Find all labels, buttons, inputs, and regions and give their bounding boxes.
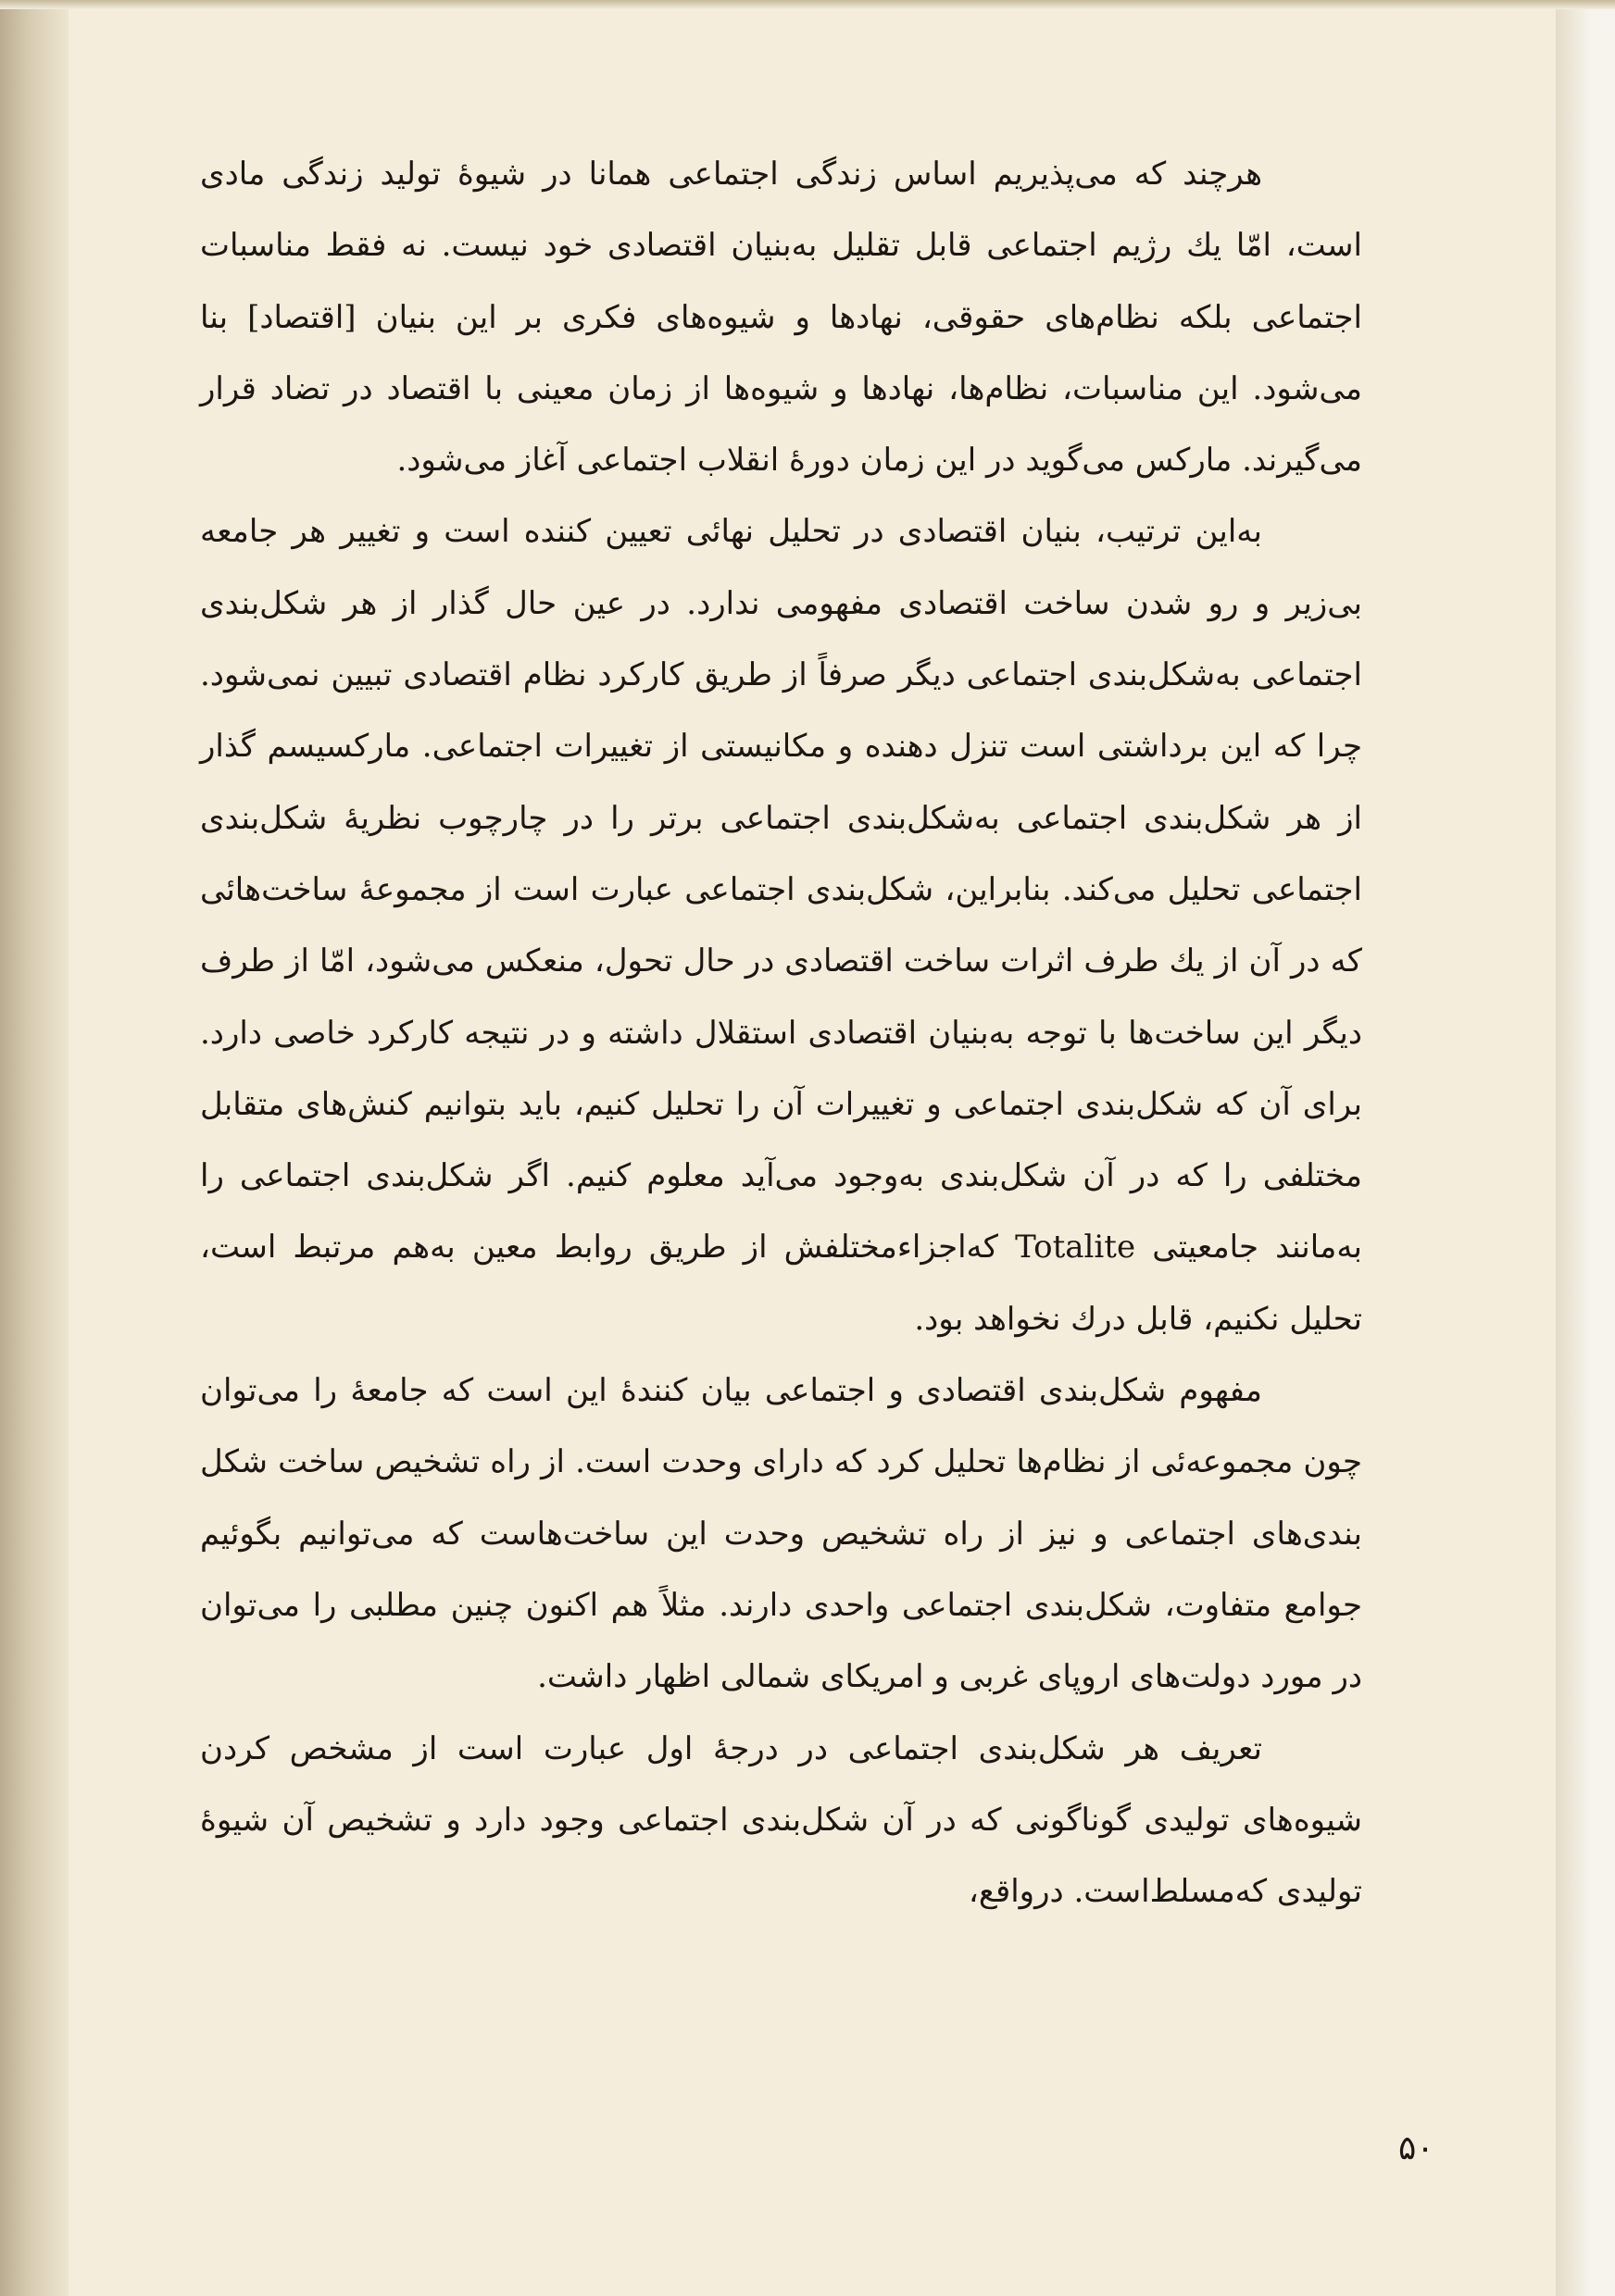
paragraph: تعریف هر شکل‌بندی اجتماعی در درجهٔ اول عبارت است از مشخص کردن شیوه‌های تولیدی گوناگونی که در آن شکل‌بندی اجتماعی وجود دارد و تشخیص آن شیوهٔ تولیدی که‌مسلط‌است. درواقع، (200, 1729, 1362, 1911)
paragraph: مفهوم شکل‌بندی اقتصادی و اجتماعی بیان کنندهٔ این است که جامعهٔ را می‌توان چون مجموعه‌ئی از نظام‌ها تحلیل کرد که دارای وحدت است. از راه تشخیص ساخت شکل بندی‌های اجتماعی و نیز از راه تشخیص وحدت این ساخت‌هاست که می‌توانیم بگوئیم جوامع متفاوت، شکل‌بندی اجتماعی واحدی دارند. مثلاً هم اکنون چنین مطلبی را می‌توان در مورد دولت‌های اروپای غربی و امریکای شمالی اظهار داشت. (200, 1372, 1362, 1696)
top-edge-shadow (0, 0, 1615, 9)
body-text (200, 139, 1362, 1928)
paragraph: به‌این ترتیب، بنیان اقتصادی در تحلیل نهائی تعیین کننده است و تغییر هر جامعه بی‌زیر و رو شدن ساخت اقتصادی مفهومی ندارد. در عین حال گذار از هر شکل‌بندی اجتماعی به‌شکل‌بندی اجتماعی دیگر صرفاً از طریق کارکرد نظام اقتصادی تبیین نمی‌شود. چرا که این برداشتی است تنزل دهنده و مکانیستی از تغییرات اجتماعی. مارکسیسم گذار از هر شکل‌بندی اجتماعی به‌شکل‌بندی اجتماعی برتر را در چارچوب نظریهٔ شکل‌بندی اجتماعی تحلیل می‌کند. بنابراین، شکل‌بندی اجتماعی عبارت است از مجموعهٔ ساخت‌هائی که در آن از یك طرف اثرات ساخت اقتصادی در حال تحول، منعکس می‌شود، امّا از طرف دیگر این ساخت‌ها با توجه به‌بنیان اقتصادی استقلال داشته و در نتیجه کارکرد خاصی دارد. برای آن که شکل‌بندی اجتماعی و تغییرات آن را تحلیل کنیم، باید بتوانیم کنش‌های متقابل مختلفی را که در آن شکل‌بندی به‌وجود می‌آید معلوم کنیم. اگر شکل‌بندی اجتماعی را به‌مانند جامعیتی Totalite که‌اجزاء‌مختلفش از طریق روابط معین به‌هم مرتبط است، تحلیل نکنیم، قابل درك نخواهد بود. (200, 513, 1363, 1338)
paragraph: هرچند که می‌پذیریم اساس زندگی اجتماعی همانا در شیوهٔ تولید زندگی مادی است، امّا یك رژیم اجتماعی قابل تقلیل به‌بنیان اقتصادی خود نیست. نه فقط مناسبات اجتماعی بلکه نظام‌های حقوقی، نهادها و شیوه‌های فکری بر این بنیان [اقتصاد] بنا می‌شود. این مناسبات، نظام‌ها، نهادها و شیوه‌ها از زمان معینی با اقتصاد در تضاد قرار می‌گیرند. مارکس می‌گوید در این زمان دورهٔ انقلاب اجتماعی آغاز می‌شود. (200, 156, 1362, 480)
binding-shadow (0, 0, 69, 2296)
scan-margin (1556, 0, 1615, 2296)
page-number: ۵۰ (1398, 2129, 1434, 2167)
